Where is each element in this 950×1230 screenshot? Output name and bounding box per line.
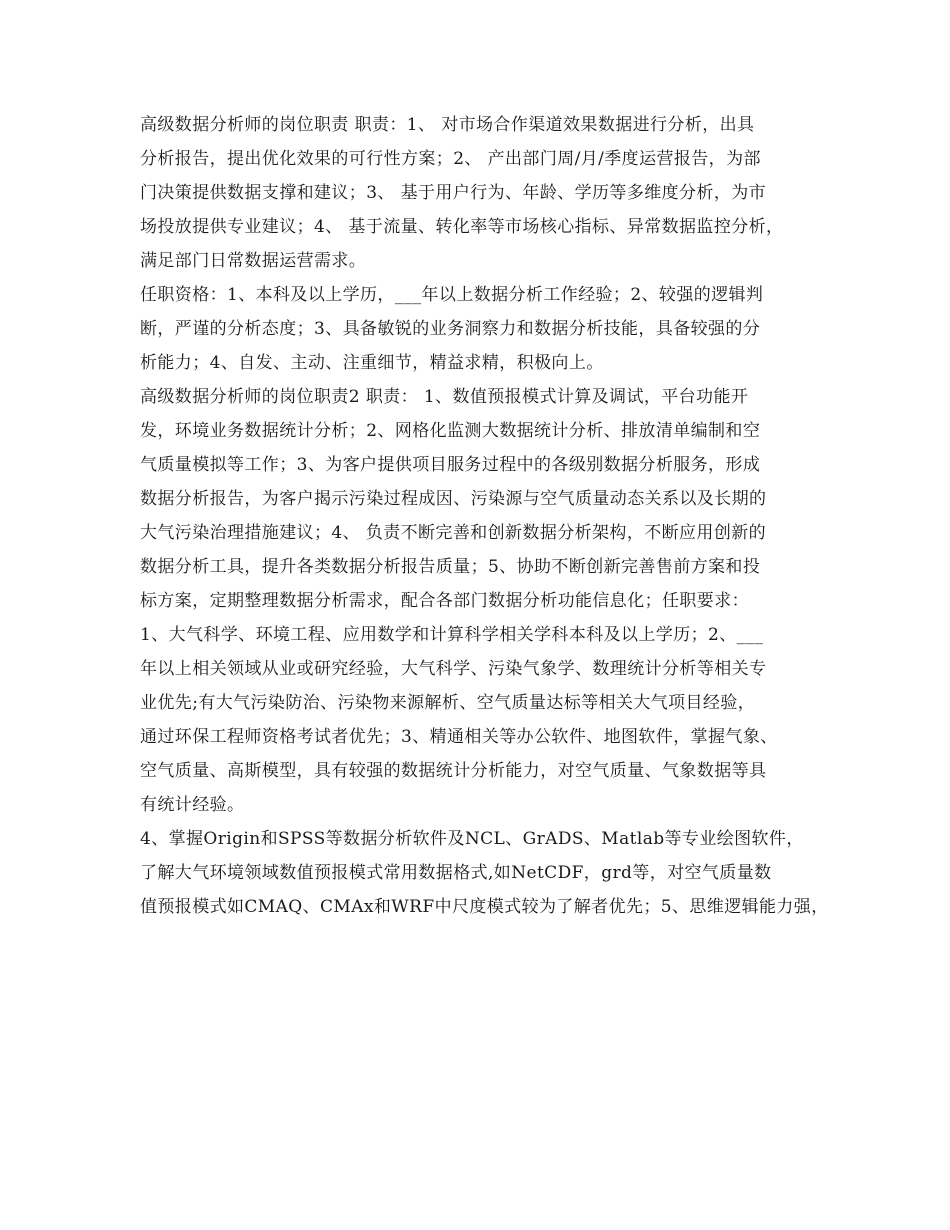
text-line: 业优先;有大气污染防治、污染物来源解析、空气质量达标等相关大气项目经验，: [140, 693, 756, 713]
text-line: 发，环境业务数据统计分析；2、网格化监测大数据统计分析、排放清单编制和空: [140, 421, 761, 441]
text-line: 析能力；4、自发、主动、注重细节，精益求精，积极向上。: [140, 353, 604, 373]
text-line: 了解大气环境领域数值预报模式常用数据格式,如NetCDF，grd等，对空气质量数: [140, 863, 772, 883]
text-line: 值预报模式如CMAQ、CMAx和WRF中尺度模式较为了解者优先；5、思维逻辑能力强，: [140, 897, 829, 917]
text-line: 年以上相关领域从业或研究经验，大气科学、污染气象学、数理统计分析等相关专: [140, 659, 767, 679]
text-line: 数据分析报告，为客户揭示污染过程成因、污染源与空气质量动态关系以及长期的: [140, 489, 767, 509]
text-line: 通过环保工程师资格考试者优先；3、精通相关等办公软件、地图软件，掌握气象、: [140, 727, 778, 747]
text-line: 任职资格：1、本科及以上学历，___年以上数据分析工作经验；2、较强的逻辑判: [140, 285, 764, 305]
text-line: 有统计经验。: [140, 795, 245, 815]
text-line: 高级数据分析师的岗位职责 职责：1、 对市场合作渠道效果数据进行分析，出具: [140, 115, 755, 135]
text-line: 1、大气科学、环境工程、应用数学和计算科学相关学科本科及以上学历；2、___: [140, 625, 764, 645]
document-body: [140, 108, 830, 924]
text-line: 4、掌握Origin和SPSS等数据分析软件及NCL、GrADS、Matlab等专业绘图软件，: [140, 829, 804, 849]
text-line: 气质量模拟等工作；3、为客户提供项目服务过程中的各级别数据分析服务，形成: [140, 455, 761, 475]
text-line: 空气质量、高斯模型，具有较强的数据统计分析能力，对空气质量、气象数据等具: [140, 761, 767, 781]
text-line: 数据分析工具，提升各类数据分析报告质量；5、协助不断创新完善售前方案和投: [140, 557, 761, 577]
text-line: 高级数据分析师的岗位职责2 职责： 1、数值预报模式计算及调试，平台功能开: [140, 387, 749, 407]
text-line: 场投放提供专业建议；4、 基于流量、转化率等市场核心指标、异常数据监控分析，: [140, 217, 784, 237]
text-line: 门决策提供数据支撑和建议；3、 基于用户行为、年龄、学历等多维度分析，为市: [140, 183, 767, 203]
text-line: 标方案，定期整理数据分析需求，配合各部门数据分析功能信息化；任职要求：: [140, 591, 749, 611]
text-line: 大气污染治理措施建议；4、 负责不断完善和创新数据分析架构，不断应用创新的: [140, 523, 767, 543]
text-line: 断，严谨的分析态度；3、具备敏锐的业务洞察力和数据分析技能，具备较强的分: [140, 319, 761, 339]
text-line: 满足部门日常数据运营需求。: [140, 251, 367, 271]
text-line: 分析报告，提出优化效果的可行性方案；2、 产出部门周/月/季度运营报告，为部: [140, 149, 761, 169]
